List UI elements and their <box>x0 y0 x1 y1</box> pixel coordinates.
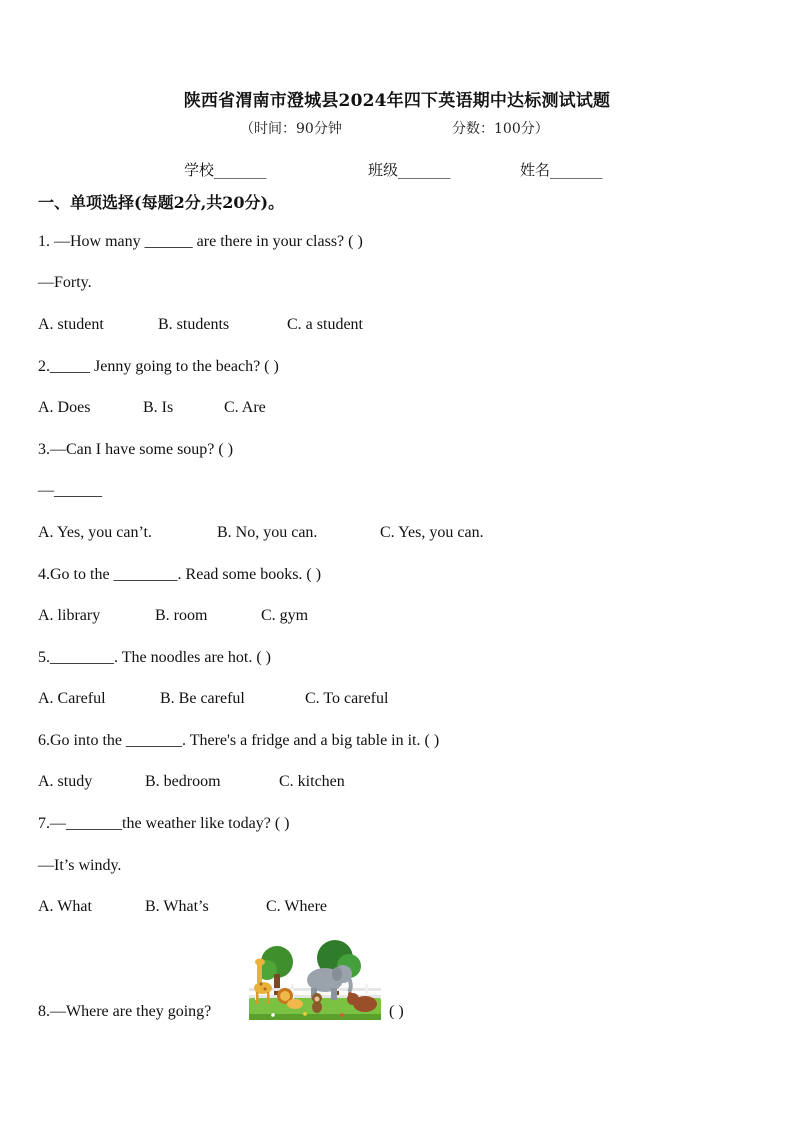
q3-option-a: A. Yes, you can’t. <box>38 524 152 541</box>
exam-score: 分数：100分） <box>452 121 549 137</box>
q2-option-a: A. Does <box>38 399 91 416</box>
q3-option-c: C. Yes, you can. <box>380 524 484 541</box>
q6-option-a: A. study <box>38 773 93 790</box>
page-title: 陕西省渭南市澄城县2024年四下英语期中达标测试试题 <box>183 91 611 111</box>
q6-option-b: B. bedroom <box>145 773 221 790</box>
section-heading: 一、单项选择(每题2分,共20分)。 <box>38 193 285 212</box>
q4-option-b: B. room <box>155 607 208 624</box>
question-7: 7.—_______the weather like today? ( ) <box>38 815 290 832</box>
q5-option-c: C. To careful <box>305 690 389 707</box>
q2-option-c: C. Are <box>224 399 266 416</box>
question-8-paren: ( ) <box>389 1003 404 1020</box>
question-4: 4.Go to the ________. Read some books. ( ) <box>38 566 322 583</box>
question-3: 3.—Can I have some soup? ( ) <box>38 441 234 458</box>
name-field: 姓名_______ <box>520 161 603 179</box>
q5-option-a: A. Careful <box>38 690 106 707</box>
q7-option-c: C. Where <box>266 898 328 915</box>
question-7-answer: —It’s windy. <box>38 857 122 874</box>
q2-option-b: B. Is <box>143 399 174 416</box>
q6-option-c: C. kitchen <box>279 773 345 790</box>
class-field: 班级_______ <box>368 161 451 179</box>
q1-option-b: B. students <box>158 316 230 333</box>
q1-option-c: C. a student <box>287 316 363 333</box>
question-1-answer: —Forty. <box>38 274 92 291</box>
question-3-answer: —______ <box>38 482 102 499</box>
exam-time: （时间：90分钟 <box>240 121 342 137</box>
q4-option-a: A. library <box>38 607 101 624</box>
q1-option-a: A. student <box>38 316 104 333</box>
question-2: 2._____ Jenny going to the beach? ( ) <box>38 358 279 375</box>
q3-option-b: B. No, you can. <box>217 524 318 541</box>
question-8: 8.—Where are they going? <box>38 1003 212 1020</box>
zoo-animals-illustration <box>247 940 383 1022</box>
q7-option-a: A. What <box>38 898 92 915</box>
question-6: 6.Go into the _______. There's a fridge and a big table in it. ( ) <box>38 732 440 749</box>
q5-option-b: B. Be careful <box>160 690 245 707</box>
q4-option-c: C. gym <box>261 607 309 624</box>
question-1: 1. —How many ______ are there in your class? ( ) <box>38 233 363 250</box>
q7-option-b: B. What’s <box>145 898 209 915</box>
school-field: 学校_______ <box>184 161 267 179</box>
question-5: 5.________. The noodles are hot. ( ) <box>38 649 271 666</box>
